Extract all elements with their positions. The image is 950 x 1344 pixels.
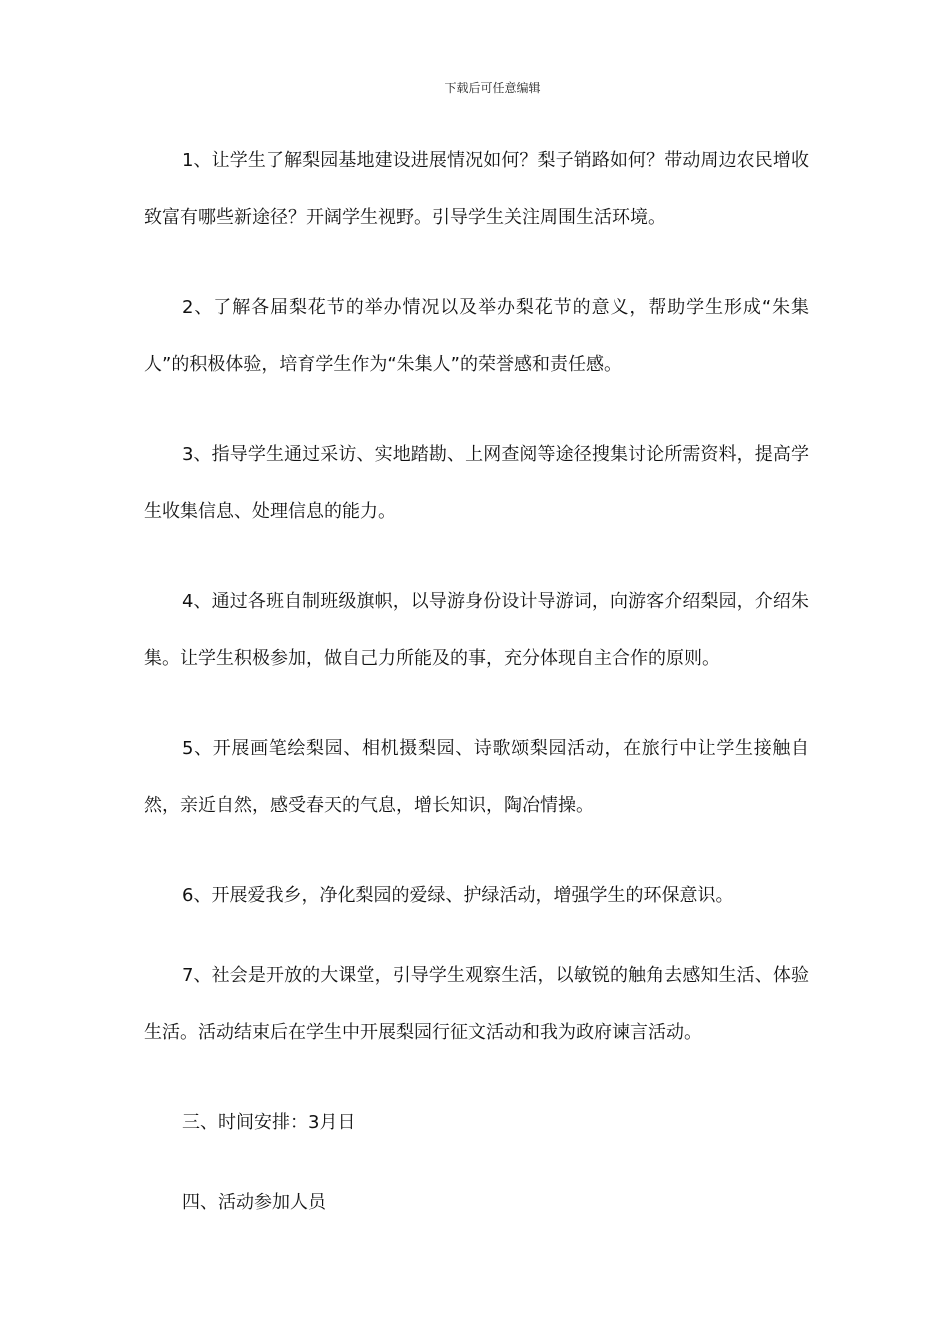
paragraph-goal-3: 3、指导学生通过采访、实地踏勘、上网查阅等途径搜集讨论所需资料，提高学生收集信息、处理信息的能力。 [144, 444, 809, 522]
paragraph-goal-5: 5、开展画笔绘梨园、相机摄梨园、诗歌颂梨园活动，在旅行中让学生接触自然，亲近自然，感受春天的气息，增长知识，陶冶情操。 [144, 738, 809, 816]
paragraph-goal-1: 1、让学生了解梨园基地建设进展情况如何？梨子销路如何？带动周边农民增收致富有哪些新途径？开阔学生视野。引导学生关注周围生活环境。 [144, 150, 809, 228]
document-body [144, 132, 809, 1254]
paragraph-goal-6: 6、开展爱我乡，净化梨园的爱绿、护绿活动，增强学生的环保意识。 [182, 885, 734, 906]
paragraph-goal-2: 2、了解各届梨花节的举办情况以及举办梨花节的意义，帮助学生形成“朱集人”的积极体验，培育学生作为“朱集人”的荣誉感和责任感。 [144, 297, 809, 375]
page-header: 下载后可任意编辑 [444, 81, 541, 95]
section-time-schedule: 三、时间安排：3月日 [182, 1112, 356, 1133]
paragraph-goal-4: 4、通过各班自制班级旗帜，以导游身份设计导游词，向游客介绍梨园，介绍朱集。让学生积极参加，做自己力所能及的事，充分体现自主合作的原则。 [144, 591, 809, 669]
paragraph-goal-7: 7、社会是开放的大课堂，引导学生观察生活，以敏锐的触角去感知生活、体验生活。活动结束后在学生中开展梨园行征文活动和我为政府谏言活动。 [144, 965, 809, 1043]
section-participants: 四、活动参加人员 [182, 1192, 326, 1213]
